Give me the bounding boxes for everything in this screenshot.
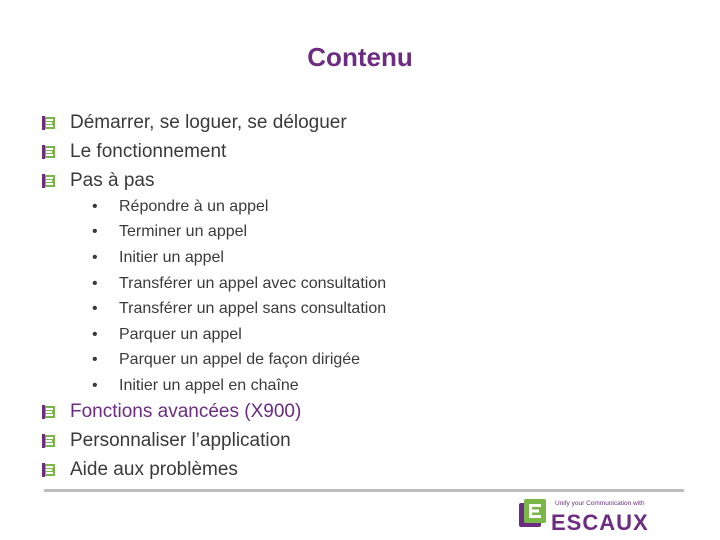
sub-list-item xyxy=(92,245,386,271)
escaux-e-icon xyxy=(517,497,547,536)
list-item-label: Démarrer, se loguer, se déloguer xyxy=(70,111,347,133)
sub-list-item xyxy=(92,296,386,322)
escaux-logo xyxy=(515,497,675,535)
sub-list-item xyxy=(92,271,386,297)
sub-list-item-label: Transférer un appel sans consultation xyxy=(119,300,387,318)
list-item-label: Pas à pas xyxy=(70,169,155,191)
list-item xyxy=(42,108,347,137)
list-item xyxy=(42,455,301,484)
bullet-dot: • xyxy=(92,223,98,241)
sub-list-item xyxy=(92,322,386,348)
bullet-dot: • xyxy=(92,197,98,215)
sub-list-item xyxy=(92,220,386,246)
sub-list-item-label: Répondre à un appel xyxy=(119,197,269,215)
list-item xyxy=(42,137,347,166)
main-list-bottom xyxy=(42,397,301,484)
sub-list-item xyxy=(92,373,386,399)
list-item xyxy=(42,397,301,426)
main-list-top xyxy=(42,108,347,195)
e-bullet-icon xyxy=(42,434,56,448)
bullet-dot: • xyxy=(92,300,98,318)
e-bullet-icon xyxy=(42,116,56,130)
footer-divider xyxy=(44,489,684,492)
e-bullet-icon xyxy=(42,463,56,477)
list-item xyxy=(42,426,301,455)
sub-list-item-label: Initier un appel xyxy=(119,248,224,266)
bullet-dot: • xyxy=(92,351,98,369)
bullet-dot: • xyxy=(92,325,98,343)
bullet-dot: • xyxy=(92,274,98,292)
slide-title xyxy=(0,42,720,73)
e-bullet-icon xyxy=(42,405,56,419)
list-item-label: Personnaliser l’application xyxy=(70,429,291,451)
sub-list-item-label: Terminer un appel xyxy=(119,223,248,241)
list-item-label-highlighted: Fonctions avancées (X900) xyxy=(70,400,302,422)
sub-list-item-label: Initier un appel en chaîne xyxy=(119,376,299,394)
sub-list-item-label: Transférer un appel avec consultation xyxy=(119,274,387,292)
list-item-label: Aide aux problèmes xyxy=(70,458,238,480)
sub-list-item-label: Parquer un appel de façon dirigée xyxy=(119,351,361,369)
logo-tagline: Unify your Communication with xyxy=(555,500,645,507)
e-bullet-icon xyxy=(42,145,56,159)
list-item xyxy=(42,166,347,195)
bullet-dot: • xyxy=(92,376,98,394)
e-bullet-icon xyxy=(42,174,56,188)
logo-name: ESCAUX xyxy=(551,510,649,535)
sub-list xyxy=(92,194,386,399)
sub-list-item xyxy=(92,194,386,220)
sub-list-item-label: Parquer un appel xyxy=(119,325,242,343)
slide-title-text: Contenu xyxy=(307,42,413,72)
bullet-dot: • xyxy=(92,248,98,266)
list-item-label: Le fonctionnement xyxy=(70,140,227,162)
sub-list-item xyxy=(92,348,386,374)
